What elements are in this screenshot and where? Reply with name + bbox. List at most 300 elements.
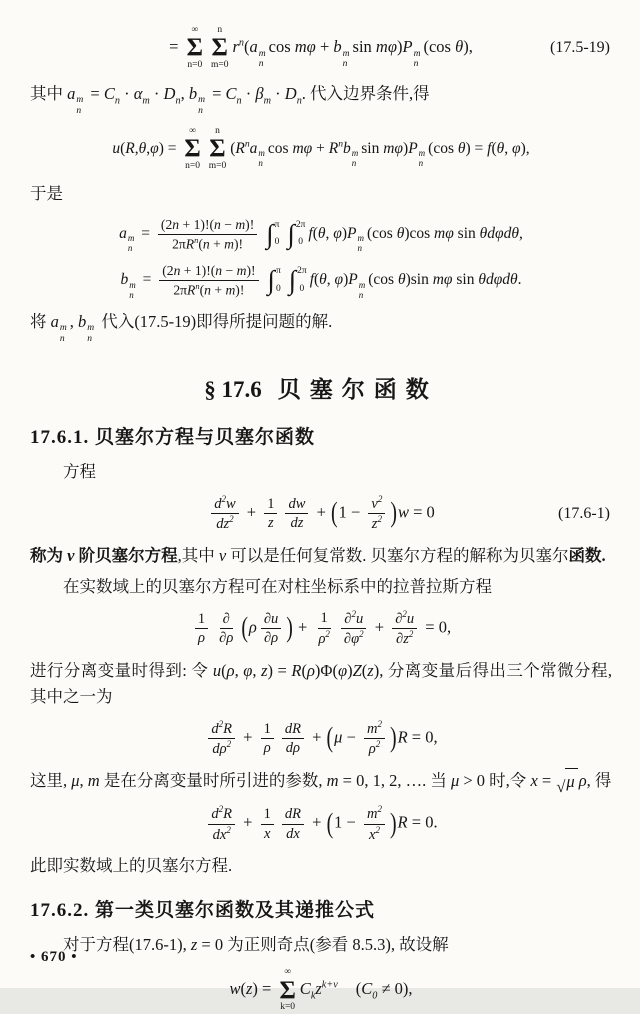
math-var: m [236, 263, 247, 279]
math-var: z [315, 979, 322, 999]
math-text: 其中 [30, 83, 68, 103]
sum-upper-limit: ∞ [191, 25, 199, 35]
superscript: m [418, 147, 426, 158]
superscript: 2 [377, 514, 382, 525]
math-var: P [402, 37, 413, 57]
integral-limits [296, 221, 306, 248]
superscript: 2 [325, 628, 330, 639]
superscript: n [195, 280, 200, 291]
paragraph-zheli [30, 768, 612, 796]
superscript: n [338, 138, 344, 150]
math-text: , [325, 224, 334, 242]
superscript: m [129, 279, 136, 290]
math-text: )cos [404, 224, 435, 242]
denominator [341, 629, 367, 648]
math-text: ) [341, 224, 348, 242]
integral-upper-limit: 2π [295, 219, 306, 230]
subscript: n [342, 58, 348, 70]
equation-row-radial-x [30, 804, 612, 844]
math-text: + [293, 617, 312, 637]
subscript: n [351, 157, 357, 168]
integral-upper-limit: π [274, 219, 280, 230]
superscript-subscript [76, 95, 83, 116]
math-text: )sin [405, 271, 433, 289]
denominator [393, 629, 416, 648]
display-equation-radial-rho [204, 719, 437, 759]
math-var: mφ [292, 139, 313, 157]
denominator [283, 739, 303, 758]
math-var: C [225, 83, 237, 103]
math-text: · [119, 83, 134, 103]
math-var: n [172, 217, 180, 233]
big-paren: ) [389, 721, 397, 754]
denominator [366, 739, 383, 758]
numerator [261, 610, 281, 630]
math-text: ∂ [344, 610, 352, 627]
math-text: (cos [366, 224, 397, 242]
math-var: mφ [294, 37, 316, 57]
subscript: n [198, 104, 203, 116]
math-text: )! [234, 236, 244, 252]
integral-sign-icon: ∫ [287, 218, 295, 249]
math-var: m [366, 806, 378, 823]
integral-limits [275, 221, 280, 248]
math-text: , [326, 271, 335, 289]
superscript: m [351, 147, 359, 158]
big-paren: ) [390, 497, 397, 530]
paragraph-zaishishu: 在实数域上的贝塞尔方程可在对柱坐标系中的拉普拉斯方程 [63, 576, 492, 596]
display-equation-boundary [112, 126, 529, 173]
math-var: u [112, 139, 121, 157]
math-text: )Φ( [314, 660, 338, 680]
summation [184, 126, 200, 173]
superscript-subscript [60, 323, 67, 344]
math-var: ρ [368, 740, 376, 757]
math-text: 对于方程(17.6-1), [63, 935, 191, 955]
numerator [282, 805, 304, 825]
math-text: ) = [252, 979, 276, 999]
sum-lower-limit: n=0 [187, 60, 203, 71]
math-var: R [397, 813, 408, 832]
math-text: 这里, [30, 770, 72, 790]
numerator [261, 805, 274, 825]
superscript: 2 [226, 739, 232, 750]
math-var: z [371, 516, 378, 533]
math-var: φ [243, 660, 253, 680]
math-text: ) = [158, 139, 181, 157]
paragraph-jiang [30, 309, 612, 345]
radicand [565, 768, 577, 795]
paragraph-fangcheng: 方程 [63, 461, 96, 481]
math-text: 2π [173, 282, 188, 298]
math-text: sin [453, 224, 480, 242]
math-var: θ [496, 139, 505, 157]
math-var: R [125, 139, 135, 157]
math-text: = [138, 271, 156, 289]
superscript: n [194, 234, 199, 245]
superscript: 2 [221, 493, 226, 504]
math-var: φ [512, 139, 521, 157]
equation-row-boundary [30, 126, 612, 173]
superscript: n [244, 138, 250, 150]
math-text: = [86, 83, 104, 103]
superscript: 2 [218, 718, 224, 729]
superscript: m [87, 322, 95, 334]
section-number: § 17.6 [204, 376, 262, 402]
superscript: m [76, 94, 84, 106]
math-text: + [307, 727, 326, 747]
math-text: − [342, 727, 360, 747]
math-text: )! [245, 217, 255, 233]
denominator [195, 629, 208, 648]
math-text: cos [268, 37, 295, 57]
sum-lower-limit: k=0 [280, 1002, 296, 1013]
subsection-heading-17-6-2: 17.6.2. 第一类贝塞尔函数及其递推公式 [30, 900, 376, 922]
math-var: w [229, 979, 241, 999]
math-text: ( [491, 139, 497, 157]
superscript: 2 [377, 718, 382, 729]
math-var: z [261, 660, 268, 680]
subscript: n [258, 157, 263, 168]
integral-sign-icon: ∫ [266, 218, 274, 249]
math-text: + [209, 236, 225, 252]
big-paren: ( [241, 612, 248, 644]
subscript: n [258, 58, 264, 70]
math-var: a [67, 83, 76, 103]
math-text: )! [235, 282, 245, 298]
math-var: dx [286, 825, 300, 842]
math-text: ∂ [222, 610, 230, 627]
math-var: R [291, 660, 302, 680]
big-paren: ) [286, 612, 293, 644]
superscript: m [342, 47, 350, 59]
math-var: φ [337, 660, 348, 680]
math-text: = 0 为正则奇点(参看 8.5.3), 故设解 [197, 935, 449, 955]
math-text: + [239, 727, 257, 747]
math-text: + [370, 617, 389, 637]
math-var: mφ [434, 224, 454, 242]
denominator [170, 281, 247, 299]
fraction [264, 495, 277, 533]
integral-upper-limit: π [275, 266, 281, 277]
equation-row-radial-rho [30, 719, 612, 759]
math-var: a [249, 37, 258, 57]
math-var: ν [371, 495, 378, 512]
math-var: R [185, 236, 195, 252]
superscript: 2 [375, 739, 381, 750]
paragraph-qizhong [30, 81, 612, 117]
superscript: 2 [229, 514, 234, 525]
denominator [169, 235, 246, 253]
math-text: + [308, 813, 326, 832]
fraction [261, 805, 274, 843]
denominator [315, 629, 332, 648]
math-text: , 得 [586, 770, 612, 790]
fraction [261, 720, 274, 758]
math-var: z [403, 631, 409, 648]
math-var: mφ [375, 37, 397, 57]
integral-upper-limit: 2π [297, 266, 307, 277]
section-title: 贝塞尔函数 [277, 376, 438, 402]
numerator [341, 609, 366, 629]
subsection-heading-17-6-1: 17.6.1. 贝塞尔方程与贝塞尔函数 [30, 426, 316, 448]
math-var: ρ [578, 770, 587, 790]
superscript: m [59, 322, 67, 334]
math-var: μ [71, 770, 80, 790]
math-text: ( [240, 979, 246, 999]
math-var: d [214, 495, 222, 512]
math-var: C [103, 83, 115, 103]
superscript: m [258, 47, 266, 59]
math-text: ) = [267, 660, 292, 680]
equation-row-17-5-19 [30, 25, 612, 72]
math-var: P [348, 271, 358, 289]
superscript-subscript [357, 233, 364, 253]
math-var: P [347, 224, 357, 242]
big-paren: ( [326, 721, 334, 754]
integral-sign-icon: ∫ [288, 265, 297, 296]
denominator [265, 514, 277, 533]
math-text: ) [396, 37, 403, 57]
superscript-subscript [87, 323, 94, 344]
fraction [208, 719, 235, 759]
fraction [392, 609, 417, 649]
math-text: ( [221, 660, 227, 680]
sum-upper-limit: n [217, 25, 223, 35]
math-text: 是在分离变量时所引进的参数, [99, 770, 327, 790]
superscript: 2 [226, 824, 231, 835]
math-var: R [235, 139, 245, 157]
fraction [315, 609, 332, 648]
math-var: ν [218, 545, 227, 565]
superscript: k+ν [321, 979, 338, 991]
math-var: x [368, 826, 376, 843]
math-text: 1 [197, 610, 206, 627]
bold-var: ν [67, 545, 75, 565]
math-var: m [87, 770, 100, 790]
math-text: · [149, 83, 164, 103]
radical [556, 768, 577, 795]
display-equation-laplace [191, 609, 451, 649]
math-text: 1 [267, 495, 275, 512]
superscript: 2 [408, 629, 414, 640]
superscript: m [413, 47, 421, 59]
subscript: n [129, 289, 134, 300]
math-var: b [343, 139, 351, 157]
math-var: b [333, 37, 342, 57]
subscript: n [413, 58, 419, 70]
math-var: D [284, 83, 297, 103]
math-var: u [355, 610, 364, 627]
superscript-subscript [129, 280, 136, 300]
math-var: θ [455, 37, 464, 57]
math-var: β [255, 83, 264, 103]
subscript: n [114, 94, 120, 106]
denominator [261, 825, 273, 844]
math-text: , [252, 660, 262, 680]
integral-lower-limit: 0 [274, 237, 280, 248]
page-number: • 670 • [30, 949, 78, 965]
superscript: 2 [359, 629, 364, 640]
math-text: (cos [428, 139, 458, 157]
numerator [208, 719, 235, 739]
integral [289, 267, 307, 294]
fraction [285, 495, 308, 533]
superscript-subscript [359, 280, 366, 300]
math-var: φ [334, 271, 344, 289]
math-text: sin [361, 139, 384, 157]
superscript: 2 [402, 608, 407, 619]
math-text: , [79, 770, 88, 790]
bold-text: 函数. [568, 545, 606, 565]
math-text: ), [463, 37, 473, 57]
equation-row-laplace [30, 609, 612, 649]
sum-lower-limit: m=0 [208, 160, 227, 171]
math-text: + 1)!( [179, 217, 215, 233]
fraction [216, 610, 236, 648]
math-text: 1 [263, 806, 271, 823]
math-text: , [69, 311, 79, 331]
math-var: n [204, 282, 211, 298]
sum-upper-limit: ∞ [189, 125, 196, 136]
paragraph-yushi: 于是 [30, 184, 63, 204]
numerator [195, 610, 208, 630]
math-var: R [223, 720, 233, 737]
math-var: a [119, 224, 127, 242]
math-var: a [249, 139, 258, 157]
math-text: 1 [320, 610, 328, 627]
math-var: u [212, 660, 222, 680]
math-text: + 1)!( [180, 263, 216, 279]
integral [266, 218, 280, 249]
subscript: n [296, 94, 302, 106]
math-text: ) = [465, 139, 488, 157]
math-var: d [211, 806, 219, 823]
paragraph-jinxing [30, 658, 612, 710]
denominator [213, 514, 236, 533]
superscript-subscript [258, 148, 265, 168]
math-text: ( [314, 271, 320, 289]
math-text: ∂ [343, 631, 352, 648]
math-var: θ [317, 224, 326, 242]
math-text: ), 分离变量后得出三个常微分程,其中之一为 [30, 660, 612, 706]
display-equation-a-coef [119, 216, 523, 253]
math-var: n [202, 236, 210, 252]
math-text: + [312, 139, 329, 157]
denominator [210, 825, 234, 844]
numerator [264, 495, 277, 515]
math-text: ( [230, 139, 236, 157]
paragraph-duiyu [30, 932, 612, 958]
numerator [159, 262, 258, 280]
math-text: = 0, 1, 2, …. 当 [338, 770, 451, 790]
math-text: + [315, 37, 334, 57]
denominator [366, 825, 383, 844]
math-text: )! [246, 263, 256, 279]
superscript-subscript [419, 148, 426, 168]
math-text: ≠ 0), [377, 979, 413, 999]
math-var: a [50, 311, 59, 331]
numerator [318, 609, 331, 629]
superscript: m [357, 233, 364, 244]
math-text: − [220, 217, 236, 233]
math-text: ( [120, 139, 126, 157]
denominator [216, 629, 236, 648]
superscript-subscript [198, 95, 205, 116]
math-var: z [245, 979, 253, 999]
numerator [285, 495, 308, 515]
math-text: = [169, 37, 183, 57]
math-var: dw [288, 495, 306, 512]
display-equation-bessel [207, 494, 435, 534]
math-text: 进行分离变量时得到: 令 [30, 660, 213, 680]
subscript: n [76, 104, 82, 116]
math-var: φ [351, 631, 360, 648]
superscript: m [358, 279, 366, 290]
math-text: sin [352, 37, 376, 57]
math-var: dρ [285, 740, 301, 757]
math-var: dz [290, 515, 304, 532]
math-text: , [518, 224, 523, 242]
fraction [159, 262, 258, 298]
math-var: θdφdθ [479, 224, 519, 242]
numerator [364, 719, 385, 739]
summation [209, 126, 227, 173]
math-var: μ [566, 772, 575, 792]
math-text: = [537, 770, 556, 790]
math-text: , [180, 83, 189, 103]
math-text: , [504, 139, 512, 157]
math-var: f [308, 224, 313, 242]
math-text: . [517, 271, 522, 289]
math-text: 将 [30, 311, 51, 331]
math-var: b [78, 311, 87, 331]
numerator [392, 609, 417, 629]
math-text: ( [243, 37, 250, 57]
math-var: m [367, 720, 378, 737]
math-text: sin [452, 271, 479, 289]
fraction [368, 494, 385, 534]
sum-lower-limit: m=0 [210, 60, 229, 71]
summation [211, 25, 229, 72]
summation [187, 25, 203, 72]
sum-lower-limit: n=0 [185, 160, 200, 171]
superscript: 2 [351, 608, 356, 619]
math-var: w [397, 502, 409, 522]
math-var: mφ [383, 139, 404, 157]
subscript: k [310, 990, 316, 1002]
math-var: m [225, 282, 236, 298]
math-text: · [271, 83, 285, 103]
math-var: ρ [263, 740, 271, 757]
math-var: n [173, 263, 181, 279]
math-text: , [234, 660, 244, 680]
paragraph-ciji: 此即实数域上的贝塞尔方程. [30, 856, 233, 876]
math-text: ∂ [395, 610, 403, 627]
integral-lower-limit: 0 [299, 283, 305, 294]
subscript: m [263, 94, 272, 106]
math-text: ( [361, 660, 368, 680]
math-text: 代入(17.5-19)即得所提问题的解. [97, 311, 333, 331]
display-equation-radial-x [204, 804, 437, 844]
math-var: φ [333, 224, 342, 242]
sigma-icon: Σ [209, 134, 226, 162]
superscript-subscript [128, 233, 135, 253]
equation-row-w-series [30, 967, 612, 1014]
math-text: 1 − [338, 502, 365, 522]
math-text: 1 [263, 720, 271, 737]
integral-lower-limit: 0 [275, 283, 281, 294]
